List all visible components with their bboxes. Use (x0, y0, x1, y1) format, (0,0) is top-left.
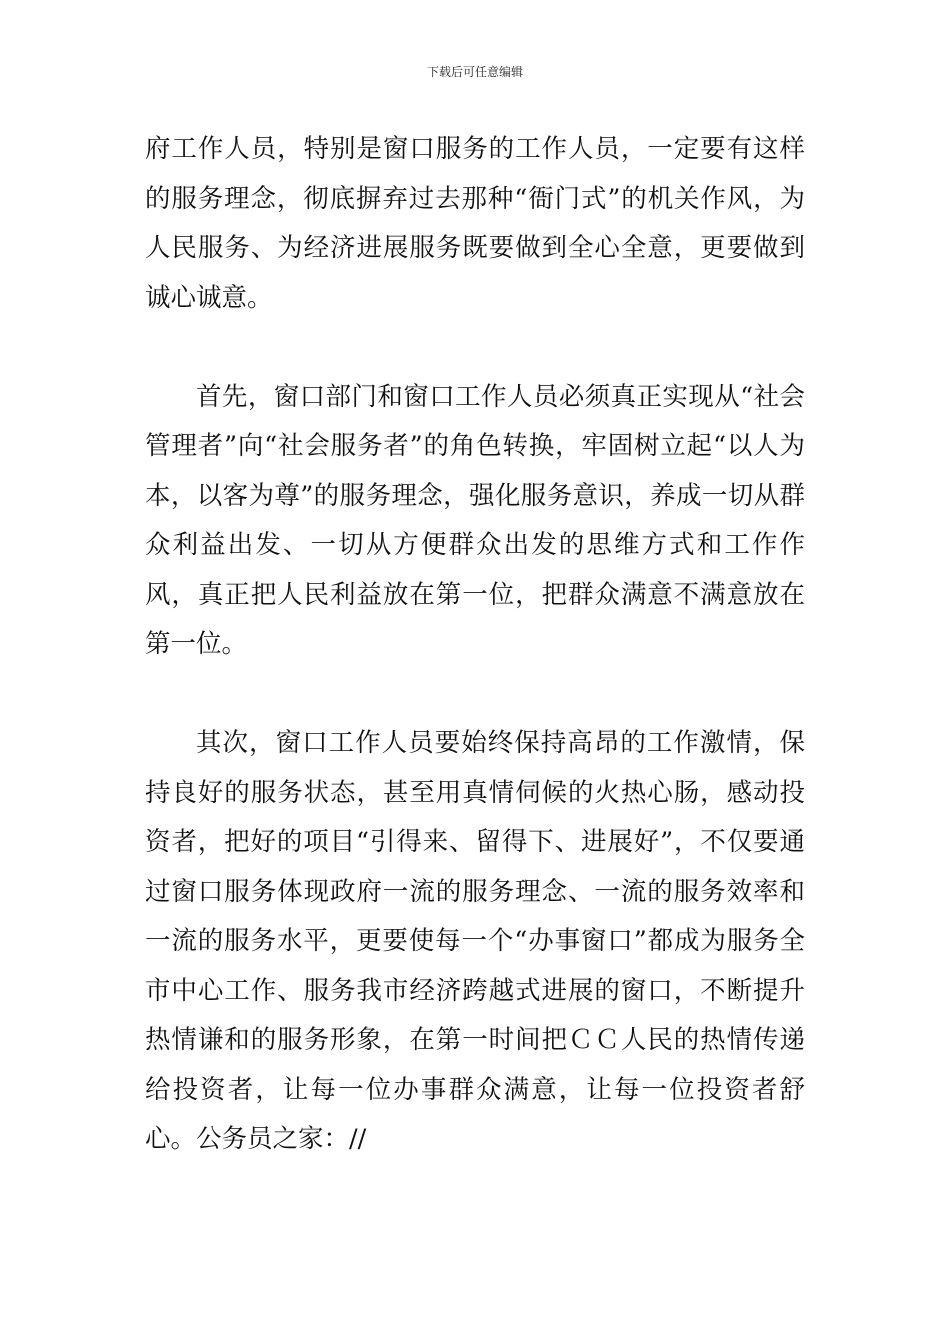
document-body (145, 125, 805, 1165)
paragraph-gap (145, 670, 805, 720)
paragraph-1: 府工作人员，特别是窗口服务的工作人员，一定要有这样的服务理念，彻底摒弃过去那种“衙门式”的机关作风，为人民服务、为经济进展服务既要做到全心全意，更要做到诚心诚意。 (145, 134, 805, 313)
paragraph-3: 其次，窗口工作人员要始终保持高昂的工作激情，保持良好的服务状态，甚至用真情伺候的火热心肠，感动投资者，把好的项目“引得来、留得下、进展好”，不仅要通过窗口服务体现政府一流的服务理念、一流的服务效率和一流的服务水平，更要使每一个“办事窗口”都成为服务全市中心工作、服务我市经济跨越式进展的窗口，不断提升热情谦和的服务形象，在第一时间把ＣＣ人民的热情传递给投资者，让每一位办事群众满意，让每一位投资者舒心。公务员之家：// (145, 728, 805, 1154)
paragraph-gap (145, 323, 805, 373)
page-header-note: 下载后可任意编辑 (426, 65, 523, 79)
paragraph-2: 首先，窗口部门和窗口工作人员必须真正实现从“社会管理者”向“社会服务者”的角色转换，牢固树立起“以人为本，以客为尊”的服务理念，强化服务意识，养成一切从群众利益出发、一切从方便群众出发的思维方式和工作作风，真正把人民利益放在第一位，把群众满意不满意放在第一位。 (145, 381, 805, 659)
